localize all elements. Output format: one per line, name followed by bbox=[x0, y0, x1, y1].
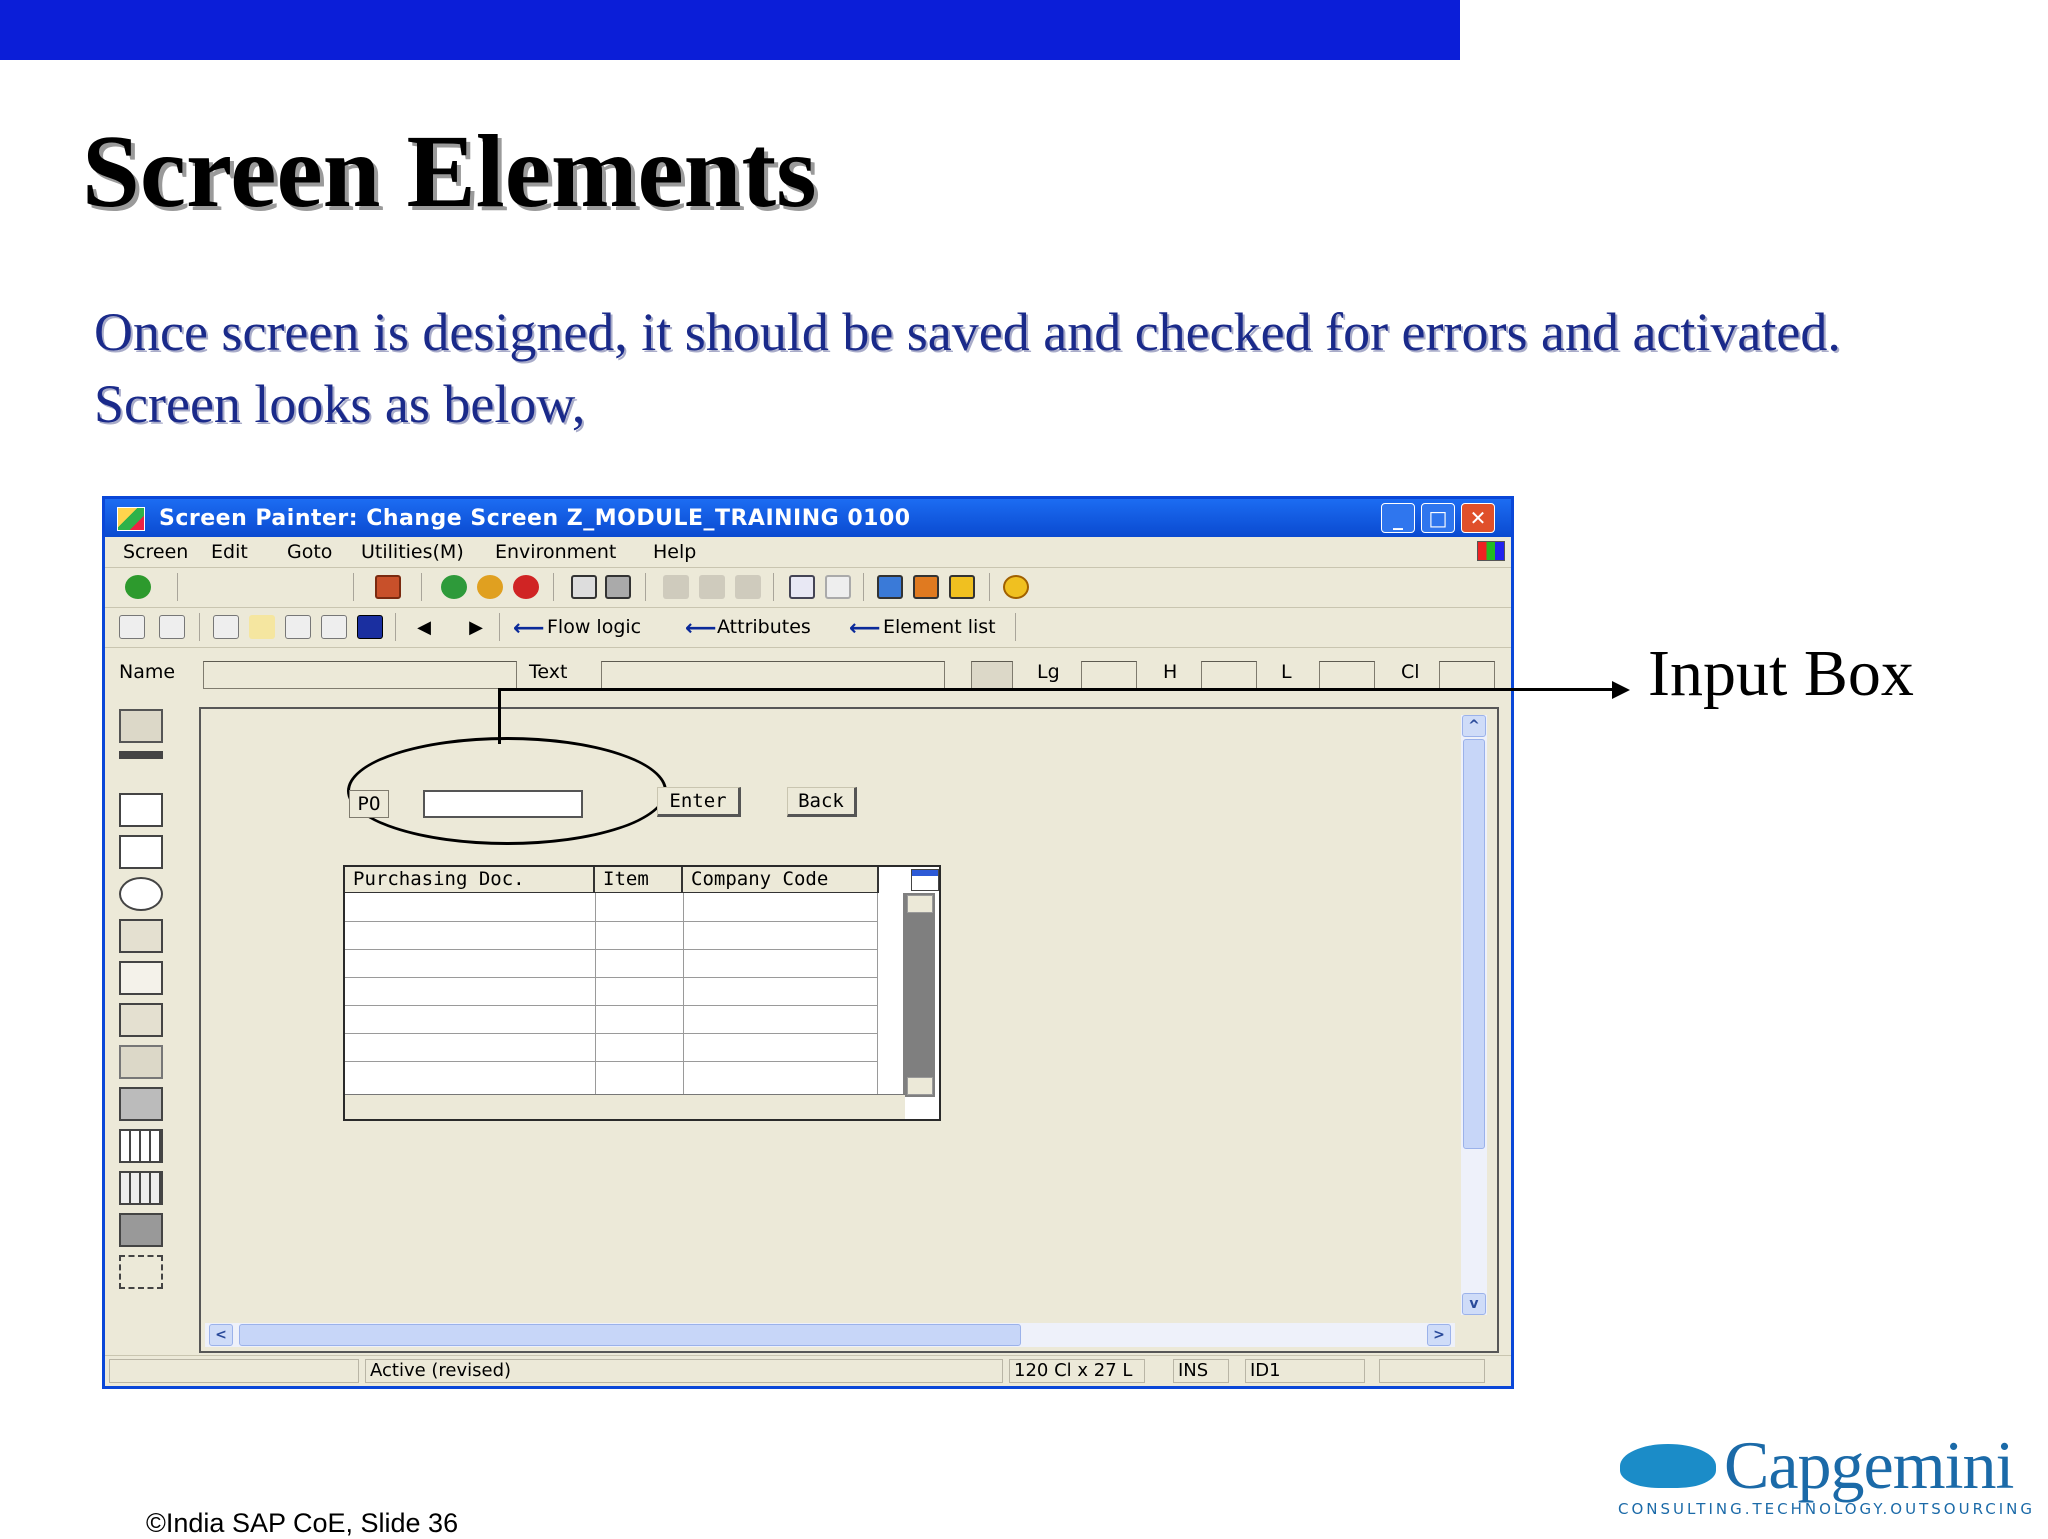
attributes-arrow-icon: ⟵ bbox=[685, 616, 717, 641]
hierarchy-icon[interactable] bbox=[213, 615, 239, 639]
text-field[interactable] bbox=[601, 661, 945, 689]
capgemini-logo bbox=[1618, 1424, 2035, 1524]
subtitle-line-2: Screen looks as below, bbox=[94, 374, 586, 434]
h-field[interactable] bbox=[1201, 661, 1257, 689]
po-label: PO bbox=[349, 790, 389, 818]
layout-menu-icon[interactable] bbox=[1477, 541, 1505, 561]
window-icon-1[interactable] bbox=[877, 575, 903, 599]
status-system: ID1 bbox=[1245, 1359, 1365, 1383]
name-label: Name bbox=[119, 661, 176, 683]
slide-subtitle bbox=[94, 296, 1841, 440]
menu-bar bbox=[105, 537, 1511, 568]
attributes-dialog-icon[interactable] bbox=[971, 661, 1013, 689]
status-bar bbox=[105, 1355, 1511, 1386]
spade-logo-icon bbox=[1620, 1444, 1716, 1488]
subscreen-tool-icon[interactable] bbox=[119, 1087, 163, 1121]
find-icon[interactable] bbox=[605, 575, 631, 599]
window-titlebar bbox=[105, 499, 1511, 537]
scroll-up-icon[interactable]: ^ bbox=[1462, 715, 1486, 737]
tabstrip-wizard-icon[interactable] bbox=[119, 1003, 163, 1037]
back-icon[interactable] bbox=[441, 575, 467, 599]
subtitle-line-1: Once screen is designed, it should be saved and checked for errors and activated. bbox=[94, 302, 1841, 362]
previous-icon[interactable]: ◀ bbox=[417, 617, 431, 637]
menu-edit[interactable]: Edit bbox=[211, 541, 248, 563]
text-label: Text bbox=[529, 661, 568, 683]
name-field[interactable] bbox=[203, 661, 517, 689]
column-header-item[interactable]: Item bbox=[595, 867, 683, 893]
element-list-button[interactable]: Element list bbox=[883, 616, 996, 638]
menu-screen[interactable]: Screen bbox=[123, 541, 189, 563]
table-settings-icon[interactable] bbox=[911, 869, 939, 891]
custom-control-tool-icon[interactable] bbox=[119, 1213, 163, 1247]
callout-arrowhead-icon bbox=[1612, 681, 1630, 699]
scroll-down-icon[interactable]: v bbox=[1462, 1293, 1486, 1315]
cancel-icon[interactable] bbox=[513, 575, 539, 599]
element-palette bbox=[115, 709, 175, 1319]
info-icon[interactable] bbox=[357, 615, 383, 639]
flow-logic-arrow-icon: ⟵ bbox=[513, 616, 545, 641]
window-title: Screen Painter: Change Screen Z_MODULE_TRAINING 0100 bbox=[159, 506, 911, 531]
column-header-company-code[interactable]: Company Code bbox=[683, 867, 879, 893]
callout-line-vertical bbox=[498, 688, 501, 744]
select-pointer-icon[interactable] bbox=[119, 709, 163, 743]
print-icon[interactable] bbox=[571, 575, 597, 599]
text-field-tool-icon[interactable] bbox=[119, 751, 163, 785]
callout-label: Input Box bbox=[1648, 637, 1914, 710]
exit-icon[interactable] bbox=[477, 575, 503, 599]
logo-tagline: CONSULTING.TECHNOLOGY.OUTSOURCING bbox=[1618, 1500, 2035, 1518]
enter-check-icon[interactable] bbox=[125, 575, 151, 599]
menu-goto[interactable]: Goto bbox=[287, 541, 333, 563]
app-icon bbox=[117, 507, 145, 531]
standard-toolbar bbox=[105, 567, 1511, 608]
cl-label: Cl bbox=[1401, 661, 1420, 683]
maximize-button[interactable]: □ bbox=[1421, 503, 1455, 533]
table-control-tool-icon[interactable] bbox=[119, 1129, 163, 1163]
menu-environment[interactable]: Environment bbox=[495, 541, 617, 563]
paste-icon[interactable] bbox=[735, 575, 761, 599]
application-toolbar bbox=[105, 607, 1511, 648]
table-control-wizard-icon[interactable] bbox=[119, 1171, 163, 1205]
flow-logic-button[interactable]: Flow logic bbox=[547, 616, 642, 638]
redo-icon[interactable] bbox=[825, 575, 851, 599]
help-icon[interactable] bbox=[1003, 575, 1029, 599]
close-button[interactable]: ✕ bbox=[1461, 503, 1495, 533]
status-size: 120 Cl x 27 L bbox=[1009, 1359, 1145, 1383]
enter-button[interactable]: Enter bbox=[657, 787, 741, 817]
save-icon[interactable] bbox=[375, 575, 401, 599]
checkbox-tool-icon[interactable] bbox=[119, 835, 163, 869]
table-horizontal-scrollbar[interactable] bbox=[345, 1094, 905, 1119]
table-control bbox=[343, 865, 941, 1121]
dict-fields-icon[interactable] bbox=[285, 615, 311, 639]
scroll-right-icon[interactable]: > bbox=[1427, 1324, 1451, 1346]
slide-footer: ©India SAP CoE, Slide 36 bbox=[146, 1508, 459, 1538]
l-field[interactable] bbox=[1319, 661, 1375, 689]
pin-icon[interactable] bbox=[249, 615, 275, 639]
window-icon-3[interactable] bbox=[949, 575, 975, 599]
top-accent-bar bbox=[0, 0, 1460, 60]
display-change-icon[interactable] bbox=[119, 615, 145, 639]
element-list-arrow-icon: ⟵ bbox=[849, 616, 881, 641]
logo-name: Capgemini bbox=[1724, 1427, 2014, 1503]
status-message-area bbox=[109, 1359, 359, 1383]
window-icon-2[interactable] bbox=[913, 575, 939, 599]
copy-icon[interactable] bbox=[699, 575, 725, 599]
cut-icon[interactable] bbox=[663, 575, 689, 599]
status-icon-tool-icon[interactable] bbox=[119, 1255, 163, 1289]
callout-line-horizontal bbox=[498, 688, 1618, 691]
element-attributes-row bbox=[105, 649, 1511, 691]
cl-field[interactable] bbox=[1439, 661, 1495, 689]
lg-label: Lg bbox=[1037, 661, 1060, 683]
scroll-left-icon[interactable]: < bbox=[209, 1324, 233, 1346]
canvas-vertical-scrollbar[interactable] bbox=[1461, 715, 1487, 1315]
status-extra bbox=[1379, 1359, 1485, 1383]
po-input-field[interactable] bbox=[423, 790, 583, 818]
h-label: H bbox=[1163, 661, 1178, 683]
menu-utilities[interactable]: Utilities(M) bbox=[361, 541, 464, 563]
slide-title: Screen Elements bbox=[82, 114, 817, 229]
input-field-tool-icon[interactable] bbox=[119, 793, 163, 827]
minimize-button[interactable]: _ bbox=[1381, 503, 1415, 533]
screen-painter-window bbox=[102, 496, 1514, 1389]
tabstrip-tool-icon[interactable] bbox=[119, 961, 163, 995]
layout-canvas bbox=[199, 707, 1499, 1353]
other-screen-icon[interactable] bbox=[159, 615, 185, 639]
canvas-horizontal-scrollbar[interactable] bbox=[205, 1323, 1455, 1347]
radio-button-tool-icon[interactable] bbox=[119, 877, 163, 911]
box-tool-icon[interactable] bbox=[119, 1045, 163, 1079]
attributes-button[interactable]: Attributes bbox=[717, 616, 811, 638]
next-icon[interactable]: ▶ bbox=[469, 617, 483, 637]
move-icon[interactable] bbox=[321, 615, 347, 639]
column-header-purchasing-doc[interactable]: Purchasing Doc. bbox=[345, 867, 595, 893]
menu-help[interactable]: Help bbox=[653, 541, 697, 563]
lg-field[interactable] bbox=[1081, 661, 1137, 689]
pushbutton-tool-icon[interactable] bbox=[119, 919, 163, 953]
undo-icon[interactable] bbox=[789, 575, 815, 599]
l-label: L bbox=[1281, 661, 1292, 683]
table-vertical-scrollbar[interactable] bbox=[903, 893, 935, 1097]
status-mode: INS bbox=[1173, 1359, 1229, 1383]
status-text: Active (revised) bbox=[365, 1359, 1003, 1383]
back-button[interactable]: Back bbox=[787, 787, 857, 817]
